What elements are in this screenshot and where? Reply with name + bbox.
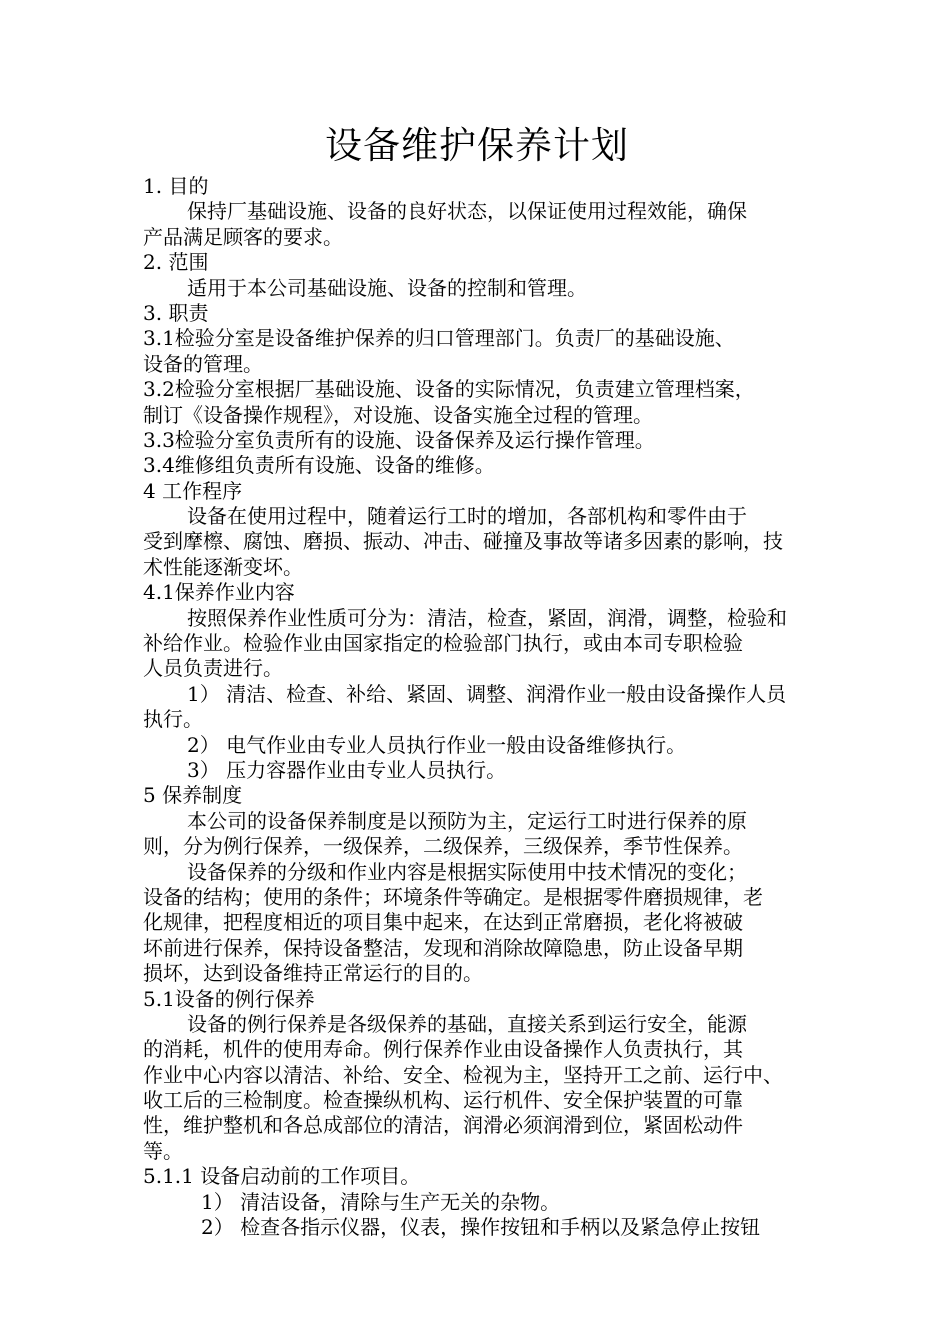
text-line: 设备的例行保养是各级保养的基础，直接关系到运行安全，能源 (187, 1011, 747, 1036)
text-line: 术性能逐渐变坏。 (143, 554, 303, 579)
text-line: 的消耗，机件的使用寿命。例行保养作业由设备操作人负责执行，其 (143, 1037, 743, 1062)
text-line: 适用于本公司基础设施、设备的控制和管理。 (187, 275, 587, 300)
text-line: 2. 范围 (143, 250, 209, 275)
text-line: 1） 清洁、检查、补给、紧固、调整、润滑作业一般由设备操作人员 (187, 681, 787, 706)
text-line: 设备在使用过程中，随着运行工时的增加，各部机构和零件由于 (187, 504, 747, 529)
text-line: 2） 电气作业由专业人员执行作业一般由设备维修执行。 (187, 732, 687, 757)
text-line: 3.4维修组负责所有设施、设备的维修。 (143, 453, 495, 478)
text-line: 受到摩檫、腐蚀、磨损、振动、冲击、碰撞及事故等诸多因素的影响，技 (143, 529, 783, 554)
text-line: 人员负责进行。 (143, 656, 283, 681)
text-line: 设备的结构；使用的条件；环境条件等确定。是根据零件磨损规律，老 (143, 884, 763, 909)
document-page (143, 120, 811, 1240)
text-line: 3.3检验分室负责所有的设施、设备保养及运行操作管理。 (143, 427, 655, 452)
text-line: 收工后的三检制度。检查操纵机构、运行机件、安全保护装置的可靠 (143, 1088, 743, 1113)
text-line: 则，分为例行保养，一级保养，二级保养，三级保养，季节性保养。 (143, 834, 743, 859)
text-line: 4 工作程序 (143, 478, 243, 503)
text-line: 设备的管理。 (143, 351, 263, 376)
text-line: 3.1检验分室是设备维护保养的归口管理部门。负责厂的基础设施、 (143, 326, 735, 351)
text-line: 1） 清洁设备，清除与生产无关的杂物。 (201, 1189, 561, 1214)
text-line: 5.1设备的例行保养 (143, 986, 315, 1011)
text-line: 3） 压力容器作业由专业人员执行。 (187, 757, 507, 782)
text-line: 3.2检验分室根据厂基础设施、设备的实际情况，负责建立管理档案， (143, 377, 755, 402)
text-line: 性，维护整机和各总成部位的清洁，润滑必须润滑到位，紧固松动件 (143, 1113, 743, 1138)
text-line: 执行。 (143, 707, 203, 732)
document-body (143, 174, 811, 1240)
text-line: 2） 检查各指示仪器，仪表，操作按钮和手柄以及紧急停止按钮 (201, 1215, 761, 1240)
document-title: 设备维护保养计划 (325, 124, 629, 167)
text-line: 5 保养制度 (143, 783, 243, 808)
text-line: 1. 目的 (143, 174, 209, 198)
text-line: 4.1保养作业内容 (143, 580, 295, 605)
text-line: 本公司的设备保养制度是以预防为主，定运行工时进行保养的原 (187, 808, 747, 833)
text-line: 补给作业。检验作业由国家指定的检验部门执行，或由本司专职检验 (143, 631, 743, 656)
text-line: 设备保养的分级和作业内容是根据实际使用中技术情况的变化； (187, 859, 747, 884)
text-line: 制订《设备操作规程》，对设施、设备实施全过程的管理。 (143, 402, 653, 427)
text-line: 3. 职责 (143, 300, 209, 325)
text-line: 产品满足顾客的要求。 (143, 224, 343, 249)
text-line: 保持厂基础设施、设备的良好状态，以保证使用过程效能，确保 (187, 199, 747, 224)
text-line: 化规律，把程度相近的项目集中起来，在达到正常磨损，老化将被破 (143, 910, 743, 935)
text-line: 等。 (143, 1138, 183, 1163)
text-line: 5.1.1 设备启动前的工作项目。 (143, 1164, 421, 1189)
text-line: 按照保养作业性质可分为：清洁，检查，紧固，润滑，调整，检验和 (187, 605, 787, 630)
text-line: 作业中心内容以清洁、补给、安全、检视为主，坚持开工之前、运行中、 (143, 1062, 783, 1087)
text-line: 损坏，达到设备维持正常运行的目的。 (143, 961, 483, 986)
text-line: 坏前进行保养，保持设备整洁，发现和消除故障隐患，防止设备早期 (143, 935, 743, 960)
